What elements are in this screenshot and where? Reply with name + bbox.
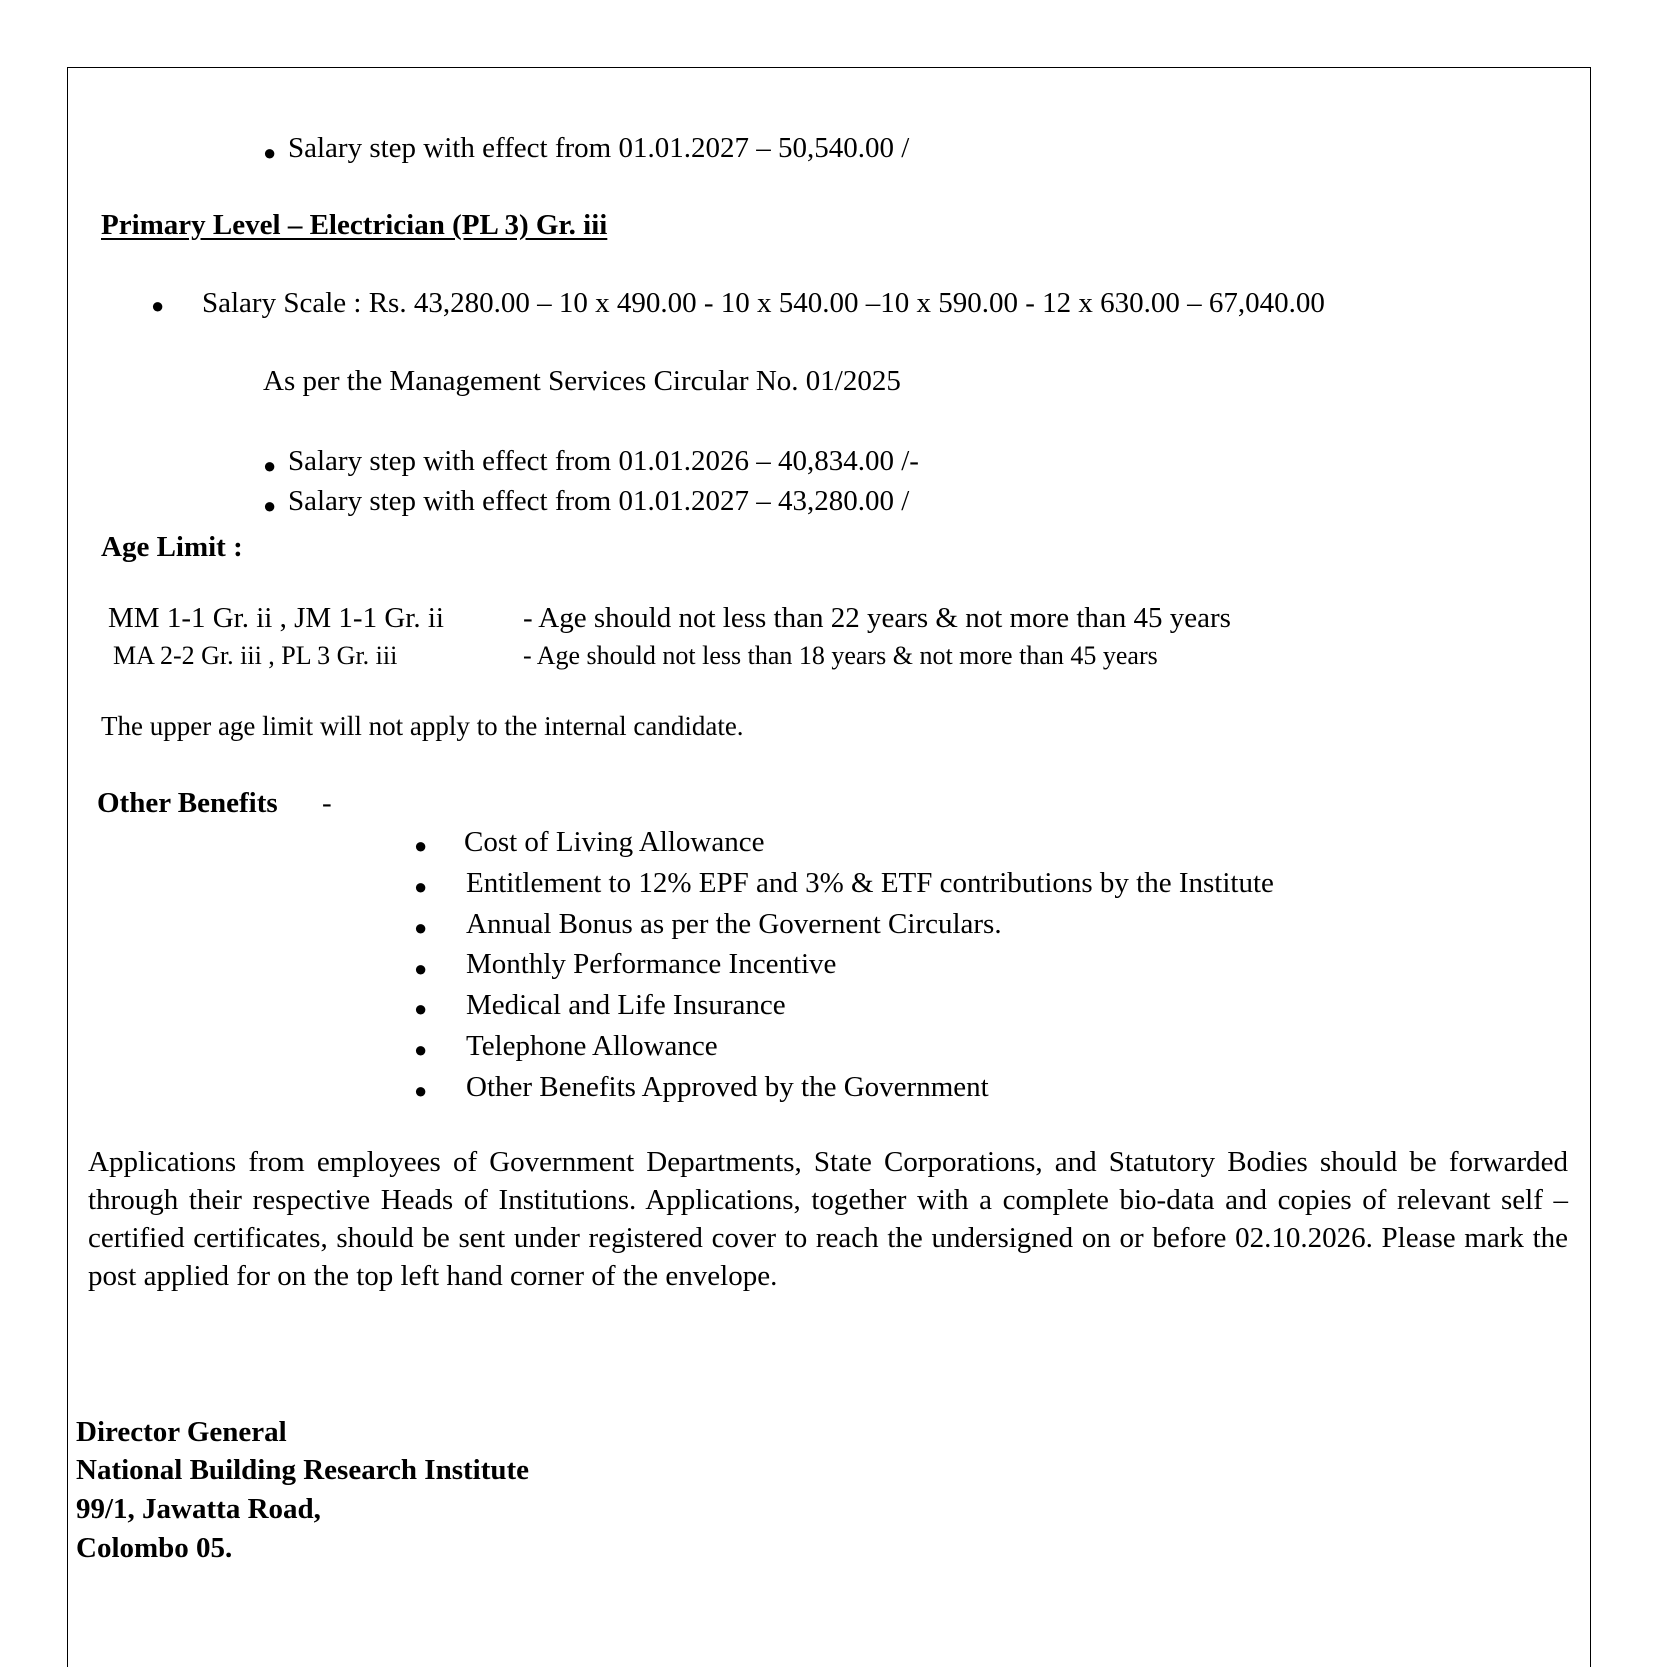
- signature-address-line1: 99/1, Jawatta Road,: [76, 1493, 321, 1525]
- age-row-posts: MA 2-2 Gr. iii , PL 3 Gr. iii: [113, 641, 398, 670]
- age-row-rule: - Age should not less than 18 years & not more than 45 years: [523, 641, 1158, 670]
- electrician-heading: Primary Level – Electrician (PL 3) Gr. iii: [101, 209, 608, 241]
- bullet-icon: ●: [414, 833, 428, 858]
- benefit-item: Annual Bonus as per the Governent Circulars.: [466, 908, 1002, 940]
- signature-address-line2: Colombo 05.: [76, 1532, 233, 1564]
- signature-title: Director General: [76, 1416, 287, 1448]
- bullet-icon: ●: [414, 915, 428, 940]
- age-row-rule: - Age should not less than 22 years & not more than 45 years: [523, 602, 1231, 634]
- bullet-icon: ●: [263, 453, 277, 478]
- applications-paragraph: Applications from employees of Government Departments, State Corporations, and Statutory Bodies should be forwarded through their respective Heads of Institutions. Applications, together with a complete bio-data and copies of relevant self – certified certificates, should be sent under registered cover to reach the undersigned on or before 02.10.2026. Please mark the post applied for on the top left hand corner of the envelope.: [88, 1146, 1568, 1292]
- benefit-item: Telephone Allowance: [466, 1030, 718, 1062]
- benefit-item: Other Benefits Approved by the Government: [466, 1071, 989, 1103]
- salary-step-top: Salary step with effect from 01.01.2027 – 50,540.00 /: [288, 132, 910, 164]
- electrician-step-2026: Salary step with effect from 01.01.2026 – 40,834.00 /-: [288, 445, 919, 477]
- bullet-icon: ●: [414, 1037, 428, 1062]
- signature-institute: National Building Research Institute: [76, 1454, 530, 1486]
- age-limit-heading: Age Limit :: [101, 531, 243, 563]
- electrician-step-2027: Salary step with effect from 01.01.2027 – 43,280.00 /: [288, 485, 910, 517]
- benefit-item: Medical and Life Insurance: [466, 989, 786, 1021]
- bullet-icon: ●: [151, 293, 165, 318]
- other-benefits-dash: -: [322, 787, 332, 819]
- bullet-icon: ●: [414, 996, 428, 1021]
- electrician-circular: As per the Management Services Circular No. 01/2025: [263, 365, 901, 397]
- bullet-icon: ●: [414, 1078, 428, 1103]
- bullet-icon: ●: [263, 493, 277, 518]
- age-row-posts: MM 1-1 Gr. ii , JM 1-1 Gr. ii: [108, 602, 444, 634]
- benefit-item: Cost of Living Allowance: [464, 826, 765, 858]
- bullet-icon: ●: [263, 140, 277, 165]
- bullet-icon: ●: [414, 874, 428, 899]
- other-benefits-heading: Other Benefits: [97, 787, 278, 819]
- electrician-salary-scale: Salary Scale : Rs. 43,280.00 – 10 x 490.00 - 10 x 540.00 –10 x 590.00 - 12 x 630.00 – 67,040.00: [202, 287, 1325, 319]
- benefit-item: Monthly Performance Incentive: [466, 948, 837, 980]
- bullet-icon: ●: [414, 956, 428, 981]
- age-limit-note: The upper age limit will not apply to the internal candidate.: [101, 711, 744, 741]
- benefit-item: Entitlement to 12% EPF and 3% & ETF contributions by the Institute: [466, 867, 1274, 899]
